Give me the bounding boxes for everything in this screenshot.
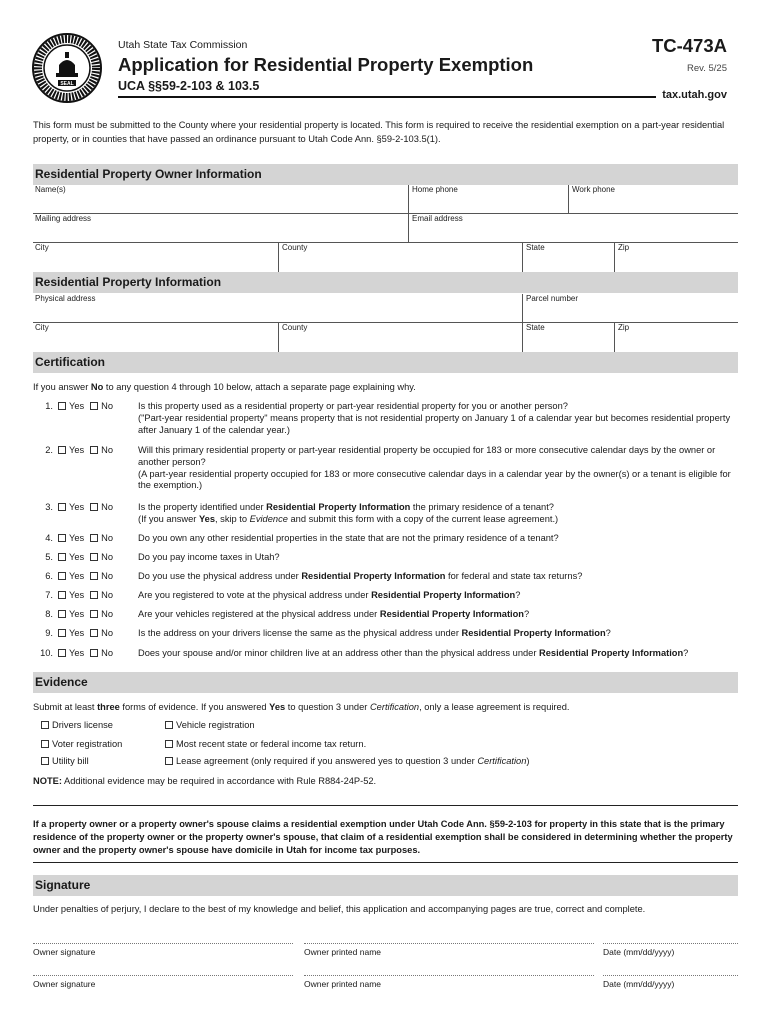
utah-state-seal-icon [32,33,102,103]
checkbox[interactable] [41,721,49,729]
owner-county-field[interactable]: County [282,243,308,252]
evidence-utility-bill[interactable]: Utility bill [41,756,89,766]
yes-checkbox[interactable]: Yes [58,401,84,411]
question-text: Are your vehicles registered at the physical address under Residential Property Information? [138,609,530,619]
yes-no-choices [58,533,138,545]
no-checkbox[interactable]: No [90,552,113,562]
names-field[interactable]: Name(s) [35,185,66,194]
certification-note: If you answer No to any question 4 through 10 below, attach a separate page explaining why. [33,382,416,392]
intro-paragraph: This form must be submitted to the County where your residential property is located. This form is required to receive the residential exemption on a part-year residential property, or in counties that have passed an ordinance pursuant to Utah Code Ann. §59-2-103.5(1). [33,120,725,144]
question-number: 4. [45,533,53,543]
owner-state-field[interactable]: State [526,243,545,252]
agency-name: Utah State Tax Commission [118,39,248,51]
section-certification: Certification [33,352,738,373]
checkbox[interactable] [165,757,173,765]
owner-zip-field[interactable]: Zip [618,243,630,252]
evidence-vehicle-registration[interactable]: Vehicle registration [165,720,255,730]
question-number: 7. [45,590,53,600]
mailing-address-field[interactable]: Mailing address [35,214,92,223]
section-owner-info: Residential Property Owner Information [33,164,738,185]
no-checkbox[interactable]: No [90,533,113,543]
no-checkbox[interactable]: No [90,590,113,600]
work-phone-field[interactable]: Work phone [572,185,615,194]
section-signature: Signature [33,875,738,896]
revision-date: Rev. 5/25 [687,63,727,74]
question-number: 1. [45,401,53,411]
yes-no-choices [58,401,138,413]
question-number: 2. [45,445,53,455]
perjury-declaration: Under penalties of perjury, I declare to the best of my knowledge and belief, this application and accompanying pages are true, correct and complete. [33,904,646,914]
owner-printed-line-2[interactable] [304,975,594,976]
website-link[interactable]: tax.utah.gov [656,89,727,101]
no-checkbox[interactable]: No [90,571,113,581]
owner-signature-line-2[interactable] [33,975,293,976]
evidence-voter-registration[interactable]: Voter registration [41,739,122,749]
domicile-paragraph: If a property owner or a property owner's spouse claims a residential exemption under Utah Code Ann. §59-2-103 for property in this state that is the primary residence of the property owner or the property owner's spouse, that claim of a residential exemption shall be considered in determining whether the property owner and the property owner's spouse have domicile in Utah for income tax purposes. [33,819,733,855]
yes-checkbox[interactable]: Yes [58,502,84,512]
question-number: 9. [45,628,53,638]
evidence-drivers-license[interactable]: Drivers license [41,720,113,730]
yes-checkbox[interactable]: Yes [58,445,84,455]
no-checkbox[interactable]: No [90,648,113,658]
owner-printed-label: Owner printed name [304,947,382,957]
owner-signature-line-1[interactable] [33,943,293,944]
question-text: Do you own any other residential properties in the state that are not the primary residence of a tenant? [138,533,559,543]
yes-no-choices [58,648,138,660]
checkbox[interactable] [165,721,173,729]
date-label: Date (mm/dd/yyyy) [603,947,675,957]
yes-checkbox[interactable]: Yes [58,609,84,619]
question-number: 5. [45,552,53,562]
question-number: 6. [45,571,53,581]
checkbox[interactable] [165,740,173,748]
yes-checkbox[interactable]: Yes [58,590,84,600]
form-title: Application for Residential Property Exemption [118,54,534,75]
date-line-1[interactable] [603,943,738,944]
no-checkbox[interactable]: No [90,628,113,638]
home-phone-field[interactable]: Home phone [412,185,458,194]
yes-no-choices [58,609,138,621]
property-county-field[interactable]: County [282,323,308,332]
yes-no-choices [58,571,138,583]
yes-no-choices [58,628,138,640]
yes-checkbox[interactable]: Yes [58,628,84,638]
yes-checkbox[interactable]: Yes [58,533,84,543]
statute-reference: UCA §§59-2-103 & 103.5 [118,79,260,93]
question-text: Is this property used as a residential property or part-year residential property for you or another person? ("Part-year residential property" means property that is not residential property on January 1 of a calendar year but becomes residential property after January 1 of the calendar year.) [138,401,731,435]
yes-checkbox[interactable]: Yes [58,571,84,581]
yes-checkbox[interactable]: Yes [58,552,84,562]
question-text: Does your spouse and/or minor children live at an address other than the physical address under Residential Property Information? [138,648,689,658]
email-field[interactable]: Email address [412,214,463,223]
section-property-info: Residential Property Information [33,272,738,293]
question-number: 8. [45,609,53,619]
question-text: Is the address on your drivers license the same as the physical address under Residential Property Information? [138,628,611,638]
header-rule [118,96,727,98]
section-evidence: Evidence [33,672,738,693]
form-number: TC-473A [651,35,727,56]
question-text: Are you registered to vote at the physical address under Residential Property Information? [138,590,521,600]
no-checkbox[interactable]: No [90,502,113,512]
question-text: Do you use the physical address under Residential Property Information for federal and state tax returns? [138,571,583,581]
yes-no-choices [58,502,138,514]
yes-no-choices [58,445,138,457]
owner-city-field[interactable]: City [35,243,49,252]
question-number: 10. [40,648,53,658]
physical-address-field[interactable]: Physical address [35,294,96,303]
divider [33,805,738,806]
checkbox[interactable] [41,757,49,765]
question-number: 3. [45,502,53,512]
question-text: Is the property identified under Residential Property Information the primary residence of a tenant? (If you answer Yes, skip to Evidence and submit this form with a copy of the current lease agreement.) [138,502,559,524]
owner-printed-label: Owner printed name [304,979,382,989]
parcel-number-field[interactable]: Parcel number [526,294,579,303]
property-zip-field[interactable]: Zip [618,323,630,332]
question-text: Will this primary residential property or part-year residential property be occupied for 183 or more consecutive calendar days by the owner or another person? (A part-year residential property occupied for 183 or more consecutive calendar days in a calendar year by the owner(s) or a tenant is eligible for the exemption.) [138,445,731,491]
no-checkbox[interactable]: No [90,401,113,411]
yes-checkbox[interactable]: Yes [58,648,84,658]
svg-text:SEAL: SEAL [60,80,74,87]
yes-no-choices [58,552,138,564]
no-checkbox[interactable]: No [90,445,113,455]
checkbox[interactable] [41,740,49,748]
no-checkbox[interactable]: No [90,609,113,619]
yes-no-choices [58,590,138,602]
owner-signature-label: Owner signature [33,979,96,989]
owner-printed-line-1[interactable] [304,943,594,944]
date-line-2[interactable] [603,975,738,976]
owner-signature-label: Owner signature [33,947,96,957]
evidence-tax-return[interactable]: Most recent state or federal income tax return. [165,739,366,749]
date-label: Date (mm/dd/yyyy) [603,979,675,989]
property-state-field[interactable]: State [526,323,545,332]
evidence-footnote: NOTE: Additional evidence may be required in accordance with Rule R884-24P-52. [33,776,377,786]
property-city-field[interactable]: City [35,323,49,332]
evidence-note: Submit at least three forms of evidence. If you answered Yes to question 3 under Certification, only a lease agreement is required. [33,702,570,712]
question-text: Do you pay income taxes in Utah? [138,552,280,562]
evidence-lease-agreement[interactable]: Lease agreement (only required if you answered yes to question 3 under Certification) [165,756,530,766]
divider [33,862,738,863]
